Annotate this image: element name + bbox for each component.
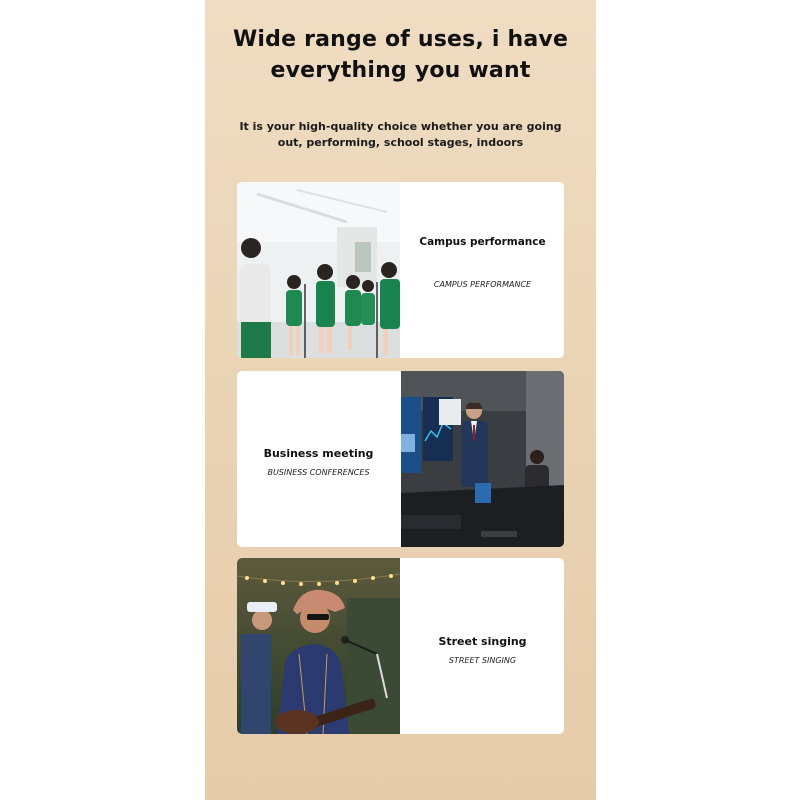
card-title: Business meeting [263,447,374,460]
headline [205,24,596,86]
use-case-card-business [237,371,564,547]
use-case-card-street [237,558,564,734]
subheading-line-2: out, performing, school stages, indoors [277,136,524,149]
business-text [237,371,400,547]
headline-line-2: everything you want [270,58,531,83]
headline-line-1: Wide range of uses, i have [232,27,569,52]
card-title: Street singing [438,635,527,648]
campus-photo-illustration [237,182,400,358]
card-subtitle: CAMPUS PERFORMANCE [433,280,532,289]
product-poster [205,0,596,800]
subheading [205,119,596,151]
campus-performance-photo [237,182,400,358]
street-photo-illustration [237,558,400,734]
business-photo-illustration [401,371,564,547]
use-case-card-campus [237,182,564,358]
card-subtitle: STREET SINGING [448,656,517,665]
street-singing-photo [237,558,400,734]
subheading-line-1: It is your high-quality choice whether you are going [239,120,562,133]
card-subtitle: BUSINESS CONFERENCES [267,468,370,477]
street-text [401,558,564,734]
campus-text [401,182,564,358]
business-meeting-photo [401,371,564,547]
card-title: Campus performance [419,236,546,248]
